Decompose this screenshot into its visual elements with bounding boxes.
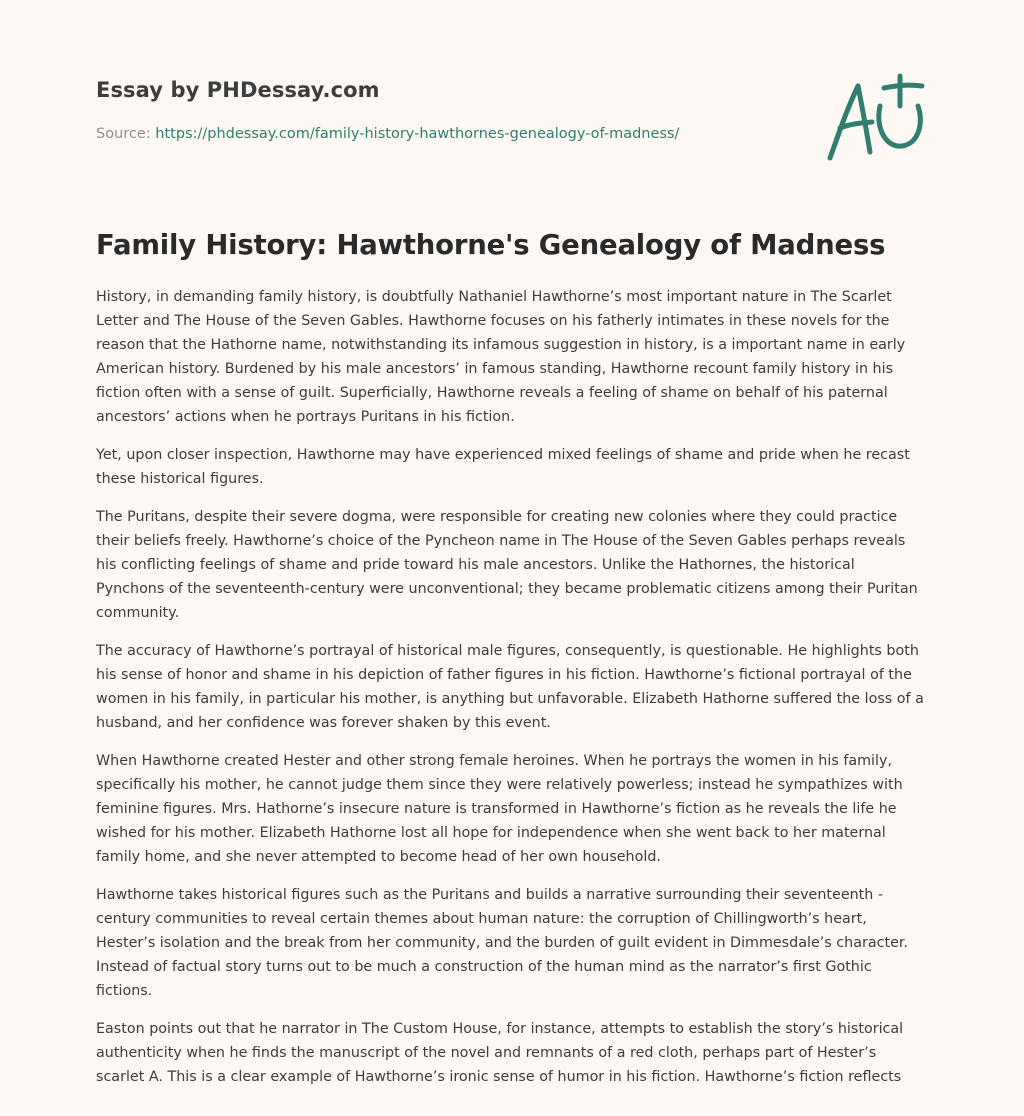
a-plus-logo-icon (820, 66, 930, 166)
paragraph: Easton points out that he narrator in The Custom House, for instance, attempts to establish the story’s historical authenticity when he finds the manuscript of the novel and remnants of a red cloth, perhaps part of Hester’s scarlet A. This is a clear example of Hawthorne’s ironic sense of humor in his fiction. Hawthorne’s fiction reflects (96, 1021, 904, 1085)
paragraph: History, in demanding family history, is doubtfully Nathaniel Hawthorne’s most important nature in The Scarlet Letter and The House of the Seven Gables. Hawthorne focuses on his fatherly intimates in these novels for the reason that the Hathorne name, notwithstanding its infamous suggestion in history, is a important name in early American history. Burdened by his male ancestors’ in famous standing, Hawthorne recount family history in his fiction often with a sense of guilt. Superficially, Hawthorne reveals a feeling of shame on behalf of his paternal ancestors’ actions when he portrays Puritans in his fiction. (96, 289, 906, 425)
paragraph: Hawthorne takes historical figures such as the Puritans and builds a narrative surrounding their seventeenth - century communities to reveal certain themes about human nature: the corruption of Chillingworth’s heart, Hester’s isolation and the break from her community, and the burden of guilt evident in Dimmesdale’s character. Instead of factual story turns out to be much a construction of the human mind as the narrator’s first Gothic fictions. (96, 887, 908, 999)
paragraph: The Puritans, despite their severe dogma, were responsible for creating new colonies where they could practice their beliefs freely. Hawthorne’s choice of the Pyncheon name in The House of the Seven Gables perhaps reveals his conflicting feelings of shame and pride toward his male ancestors. Unlike the Hathornes, the historical Pynchons of the seventeenth-century were unconventional; they became problematic citizens among their Puritan community. (96, 509, 918, 621)
brand-title: Essay by PHDessay.com (96, 78, 380, 102)
paragraph: When Hawthorne created Hester and other strong female heroines. When he portrays the women in his family, specifically his mother, he cannot judge them since they were relatively powerless; instead he sympathizes with feminine figures. Mrs. Hathorne’s insecure nature is transformed in Hawthorne’s fiction as he reveals the life he wished for his mother. Elizabeth Hathorne lost all hope for independence when she went back to her maternal family home, and she never attempted to become head of her own household. (96, 753, 903, 865)
page-title: Family History: Hawthorne's Genealogy of Madness (96, 229, 886, 261)
essay-header (96, 76, 796, 144)
paragraph: The accuracy of Hawthorne’s portrayal of historical male figures, consequently, is questionable. He highlights both his sense of honor and shame in his depiction of father figures in his fiction. Hawthorne’s fictional portrayal of the women in his family, in particular his mother, is anything but unfavorable. Elizabeth Hathorne suffered the loss of a husband, and her confidence was forever shaken by this event. (96, 643, 924, 731)
essay-body (96, 285, 926, 1103)
source-link[interactable]: https://phdessay.com/family-history-hawthornes-genealogy-of-madness/ (155, 126, 680, 142)
paragraph: Yet, upon closer inspection, Hawthorne may have experienced mixed feelings of shame and pride when he recast these historical figures. (96, 447, 910, 487)
source-line (96, 124, 796, 144)
source-label: Source: (96, 126, 156, 142)
